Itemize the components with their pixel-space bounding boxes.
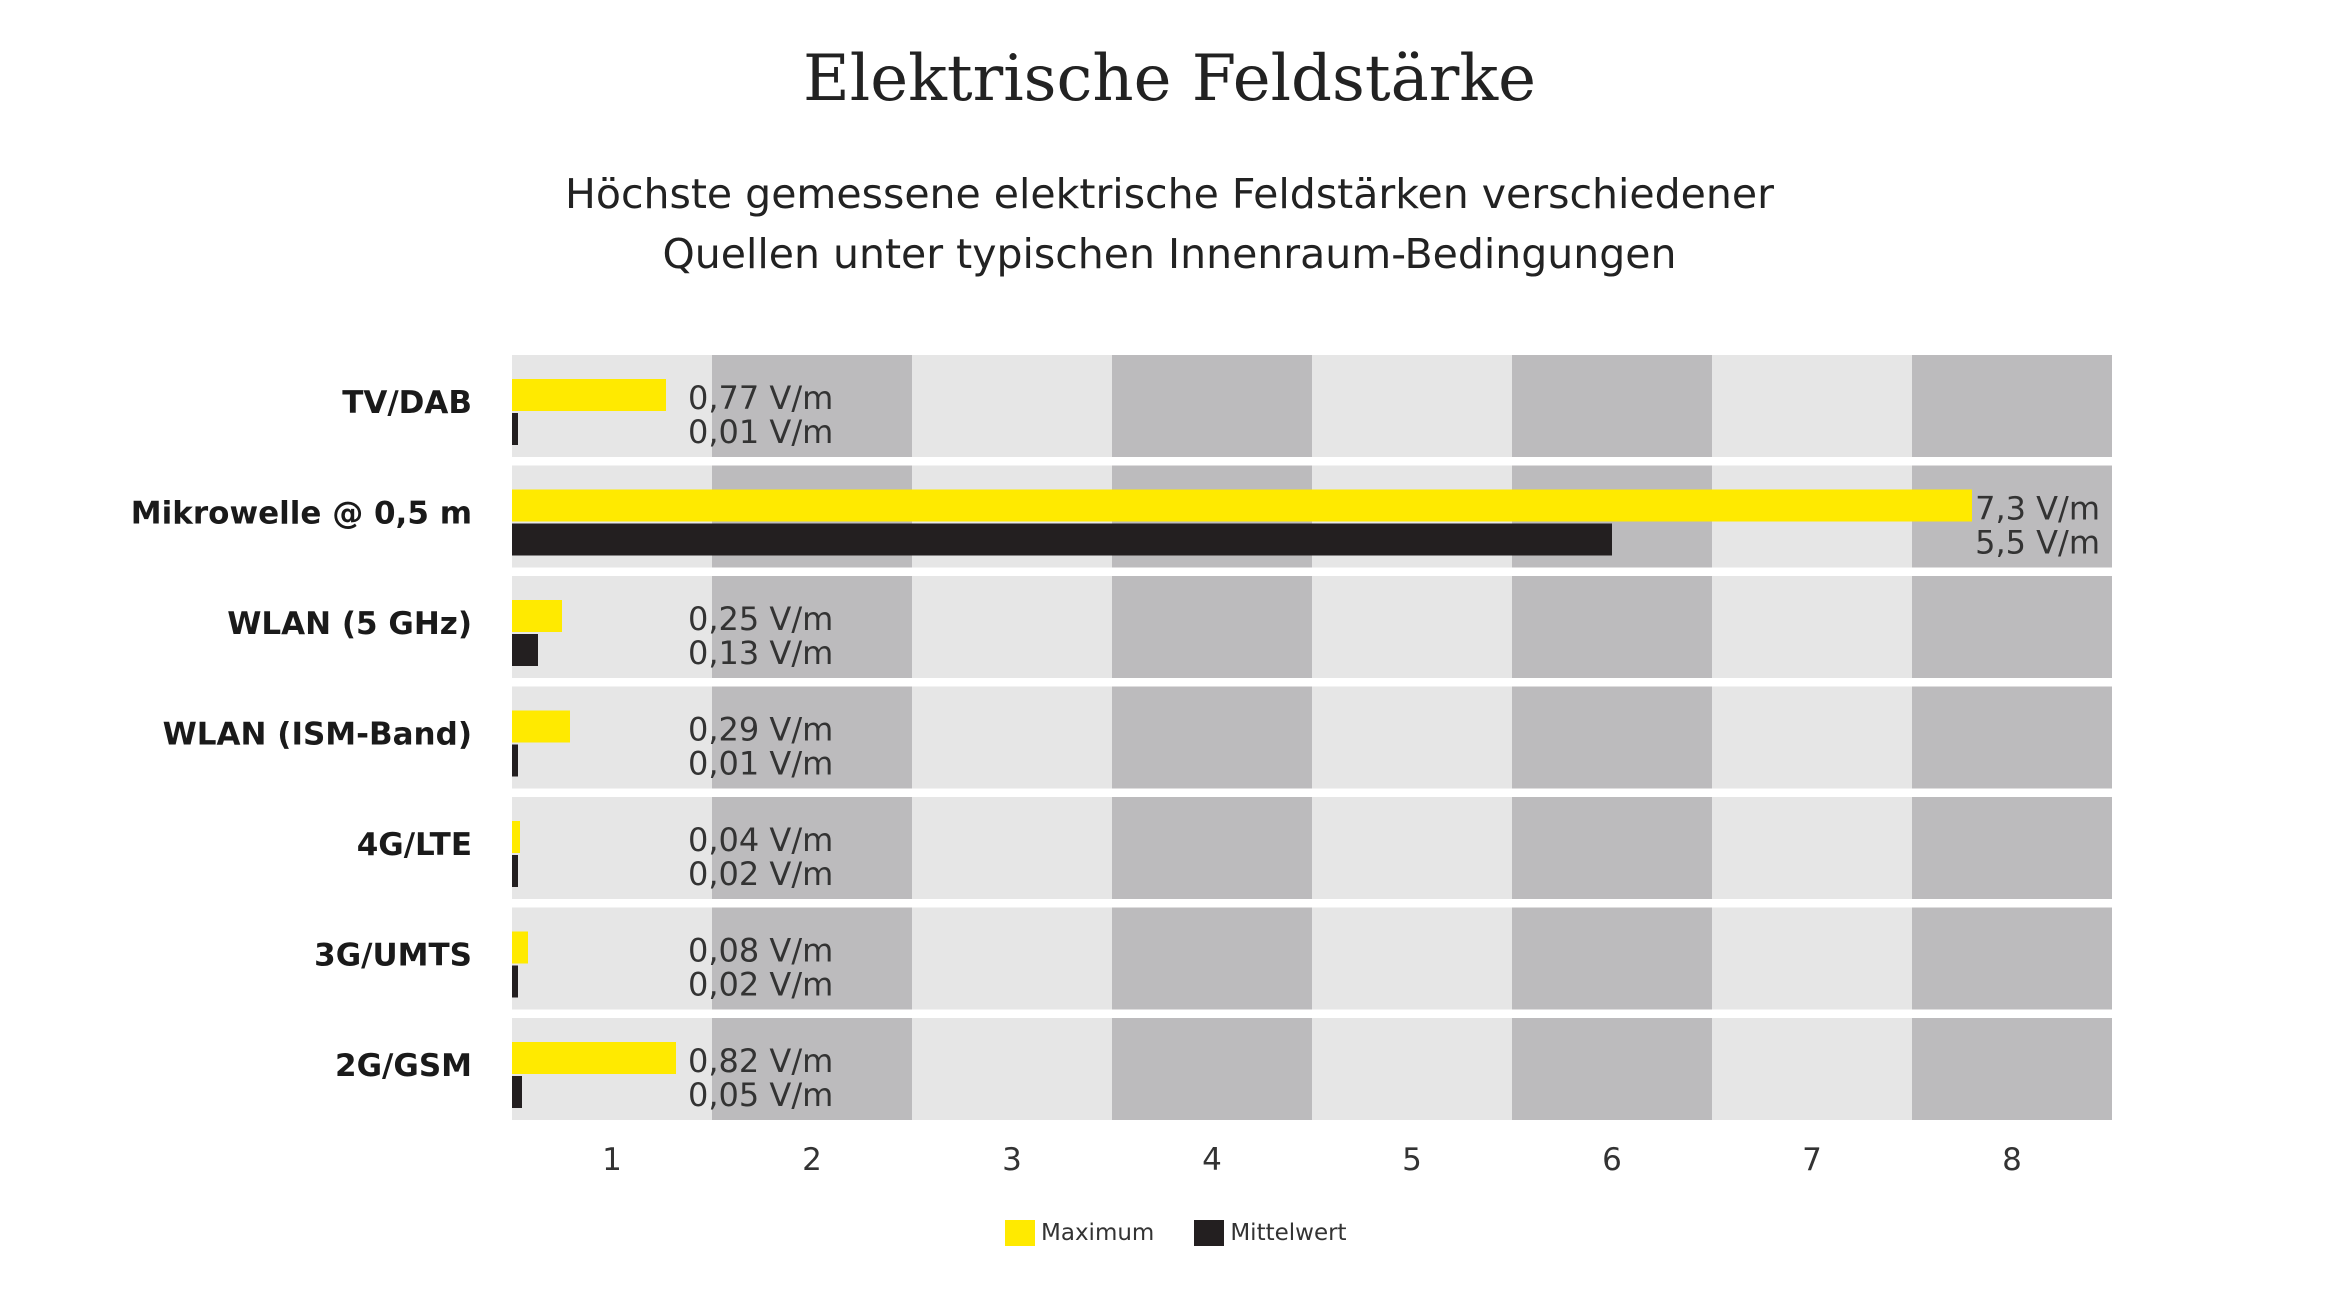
grid-band (912, 355, 1112, 1120)
bar-maximum (512, 711, 570, 743)
legend-swatch-maximum (1005, 1220, 1035, 1246)
legend-item-mittelwert (1194, 1220, 1346, 1246)
data-label-maximum: 0,04 V/m (688, 821, 834, 859)
data-label-maximum: 0,82 V/m (688, 1042, 834, 1080)
category-label: TV/DAB (342, 385, 472, 421)
data-label-mittelwert: 5,5 V/m (1975, 523, 2100, 562)
grid-band (1712, 355, 1912, 1120)
data-label-mittelwert: 0,01 V/m (688, 413, 834, 451)
bar-maximum (512, 1042, 676, 1074)
row-separator (512, 899, 2112, 908)
row-separator (512, 1010, 2112, 1019)
data-label-maximum: 0,29 V/m (688, 710, 834, 749)
bar-mittelwert (512, 966, 518, 998)
data-label-mittelwert: 0,01 V/m (688, 744, 834, 783)
category-label: 3G/UMTS (314, 937, 472, 974)
x-tick-label: 5 (1402, 1142, 1422, 1178)
data-label-maximum: 0,08 V/m (688, 931, 834, 970)
grid-band (1112, 355, 1312, 1120)
grid-band (1512, 355, 1712, 1120)
bar-mittelwert (512, 634, 538, 666)
data-label-maximum: 7,3 V/m (1975, 489, 2100, 528)
x-tick-label: 8 (2002, 1142, 2022, 1178)
data-label-maximum: 0,77 V/m (688, 379, 834, 417)
bar-mittelwert (512, 524, 1612, 556)
bar-maximum (512, 379, 666, 411)
data-label-maximum: 0,25 V/m (688, 600, 834, 638)
category-label: 4G/LTE (356, 827, 472, 863)
category-label: WLAN (5 GHz) (227, 606, 472, 642)
grid-band (1912, 355, 2112, 1120)
x-tick-label: 1 (602, 1142, 622, 1178)
category-label: WLAN (ISM-Band) (162, 716, 472, 753)
x-tick-label: 4 (1202, 1142, 1222, 1178)
row-separator (512, 457, 2112, 466)
legend (1005, 1220, 1387, 1246)
data-label-mittelwert: 0,13 V/m (688, 634, 834, 672)
bar-maximum (512, 600, 562, 632)
bar-mittelwert (512, 413, 518, 445)
x-tick-label: 2 (802, 1142, 822, 1178)
data-label-mittelwert: 0,02 V/m (688, 965, 834, 1004)
legend-label-maximum: Maximum (1041, 1220, 1155, 1246)
legend-item-maximum (1005, 1220, 1154, 1246)
bar-maximum (512, 821, 520, 853)
chart-subtitle-line2: Quellen unter typischen Innenraum-Bedingungen (662, 230, 1677, 278)
row-separator (512, 678, 2112, 687)
bar-mittelwert (512, 1076, 522, 1108)
category-label: 2G/GSM (335, 1048, 472, 1084)
chart-subtitle-line1: Höchste gemessene elektrische Feldstärken verschiedener (565, 170, 1774, 218)
data-label-mittelwert: 0,05 V/m (688, 1076, 834, 1114)
bar-maximum (512, 490, 1972, 522)
category-label: Mikrowelle @ 0,5 m (130, 495, 472, 532)
chart-title: Elektrische Feldstärke (803, 42, 1536, 116)
grid-band (1312, 355, 1512, 1120)
x-tick-label: 6 (1602, 1142, 1622, 1178)
x-tick-label: 3 (1002, 1142, 1022, 1178)
x-tick-label: 7 (1802, 1142, 1822, 1178)
data-label-mittelwert: 0,02 V/m (688, 855, 834, 893)
bar-mittelwert (512, 745, 518, 777)
bar-mittelwert (512, 855, 518, 887)
row-separator (512, 789, 2112, 798)
row-separator (512, 568, 2112, 577)
legend-swatch-mittelwert (1194, 1220, 1224, 1246)
legend-label-mittelwert: Mittelwert (1230, 1220, 1347, 1246)
bar-maximum (512, 932, 528, 964)
